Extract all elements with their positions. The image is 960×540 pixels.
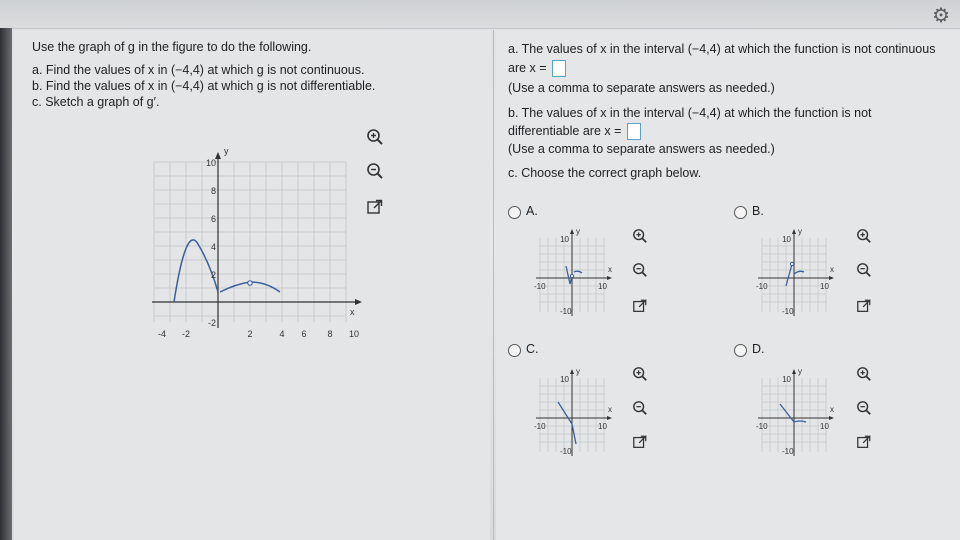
mini-y-bottom: -10 <box>782 307 794 316</box>
option-d-label: D. <box>752 342 765 356</box>
answer-panel <box>496 30 960 540</box>
option-a-popout-icon[interactable] <box>632 298 648 314</box>
y-axis-label: y <box>224 146 229 156</box>
part-a-label: are x = <box>508 60 547 75</box>
mini-y-label: y <box>798 367 802 376</box>
x-tick: 8 <box>327 329 333 339</box>
option-c-graph[interactable] <box>532 364 620 460</box>
option-a-label: A. <box>526 204 538 218</box>
mini-y-top: 10 <box>782 235 791 244</box>
mini-y-label: y <box>576 367 580 376</box>
mini-x-label: x <box>608 405 612 414</box>
part-b-question: b. The values of x in the interval (−4,4) at which the function is not <box>508 106 872 120</box>
part-b-hint: (Use a comma to separate answers as needed.) <box>508 142 775 156</box>
mini-x-label: x <box>830 265 834 274</box>
question-intro: Use the graph of g in the figure to do the following. <box>32 40 312 54</box>
option-b-popout-icon[interactable] <box>856 298 872 314</box>
gear-icon[interactable]: ⚙ <box>932 3 950 27</box>
zoom-in-icon[interactable] <box>366 128 384 146</box>
option-d-popout-icon[interactable] <box>856 434 872 450</box>
y-tick: 6 <box>210 214 216 224</box>
option-c-label: C. <box>526 342 539 356</box>
mini-y-top: 10 <box>560 375 569 384</box>
option-a-zoom-in-icon[interactable] <box>632 228 648 244</box>
option-d-zoom-in-icon[interactable] <box>856 366 872 382</box>
left-bezel <box>0 28 12 540</box>
mini-x-label: x <box>608 265 612 274</box>
y-tick: 10 <box>205 158 216 168</box>
part-a-answer-input[interactable] <box>552 60 566 77</box>
part-a-question: a. The values of x in the interval (−4,4) at which the function is not continuous <box>508 42 936 56</box>
y-tick: 2 <box>210 270 216 280</box>
top-bar <box>0 0 960 29</box>
part-b-prompt <box>508 123 641 140</box>
panel-divider <box>493 30 494 540</box>
question-panel <box>14 30 490 540</box>
option-a-graph[interactable] <box>532 224 620 320</box>
mini-x-label: x <box>830 405 834 414</box>
x-tick: 10 <box>348 329 360 339</box>
option-c-zoom-out-icon[interactable] <box>632 400 648 416</box>
x-tick: -4 <box>157 329 167 339</box>
mini-x-left: -10 <box>534 422 546 431</box>
option-b-graph[interactable] <box>754 224 842 320</box>
popout-icon[interactable] <box>366 198 384 216</box>
task-c-text: c. Sketch a graph of g′. <box>32 95 160 109</box>
mini-y-bottom: -10 <box>782 447 794 456</box>
mini-y-bottom: -10 <box>560 447 572 456</box>
y-tick: -2 <box>207 318 216 328</box>
x-tick: 4 <box>279 329 285 339</box>
mini-x-left: -10 <box>756 422 768 431</box>
mini-x-right: 10 <box>598 282 607 291</box>
option-b-zoom-out-icon[interactable] <box>856 262 872 278</box>
option-d-radio[interactable] <box>734 344 747 357</box>
part-c-question: c. Choose the correct graph below. <box>508 166 702 180</box>
option-c-radio[interactable] <box>508 344 521 357</box>
mini-x-right: 10 <box>820 282 829 291</box>
option-a-radio[interactable] <box>508 206 521 219</box>
mini-y-bottom: -10 <box>560 307 572 316</box>
option-b-label: B. <box>752 204 764 218</box>
mini-x-right: 10 <box>820 422 829 431</box>
part-b-label: differentiable are x = <box>508 123 622 138</box>
y-tick: 4 <box>210 242 216 252</box>
x-tick: 6 <box>301 329 307 339</box>
x-tick: -2 <box>181 329 191 339</box>
question-graph <box>140 142 366 339</box>
mini-x-left: -10 <box>534 282 546 291</box>
part-b-answer-input[interactable] <box>627 123 641 140</box>
y-tick: 8 <box>210 186 216 196</box>
x-axis-label: x <box>350 307 355 317</box>
mini-y-label: y <box>798 227 802 236</box>
mini-y-label: y <box>576 227 580 236</box>
mini-x-right: 10 <box>598 422 607 431</box>
part-a-prompt <box>508 60 566 77</box>
option-b-radio[interactable] <box>734 206 747 219</box>
option-c-zoom-in-icon[interactable] <box>632 366 648 382</box>
option-b-zoom-in-icon[interactable] <box>856 228 872 244</box>
zoom-out-icon[interactable] <box>366 162 384 180</box>
part-a-hint: (Use a comma to separate answers as needed.) <box>508 81 775 95</box>
option-c-popout-icon[interactable] <box>632 434 648 450</box>
mini-x-left: -10 <box>756 282 768 291</box>
mini-y-top: 10 <box>560 235 569 244</box>
task-b-text: b. Find the values of x in (−4,4) at which g is not differentiable. <box>32 79 376 93</box>
option-a-zoom-out-icon[interactable] <box>632 262 648 278</box>
option-d-graph[interactable] <box>754 364 842 460</box>
mini-y-top: 10 <box>782 375 791 384</box>
x-tick: 2 <box>247 329 253 339</box>
task-a-text: a. Find the values of x in (−4,4) at which g is not continuous. <box>32 63 365 77</box>
option-d-zoom-out-icon[interactable] <box>856 400 872 416</box>
